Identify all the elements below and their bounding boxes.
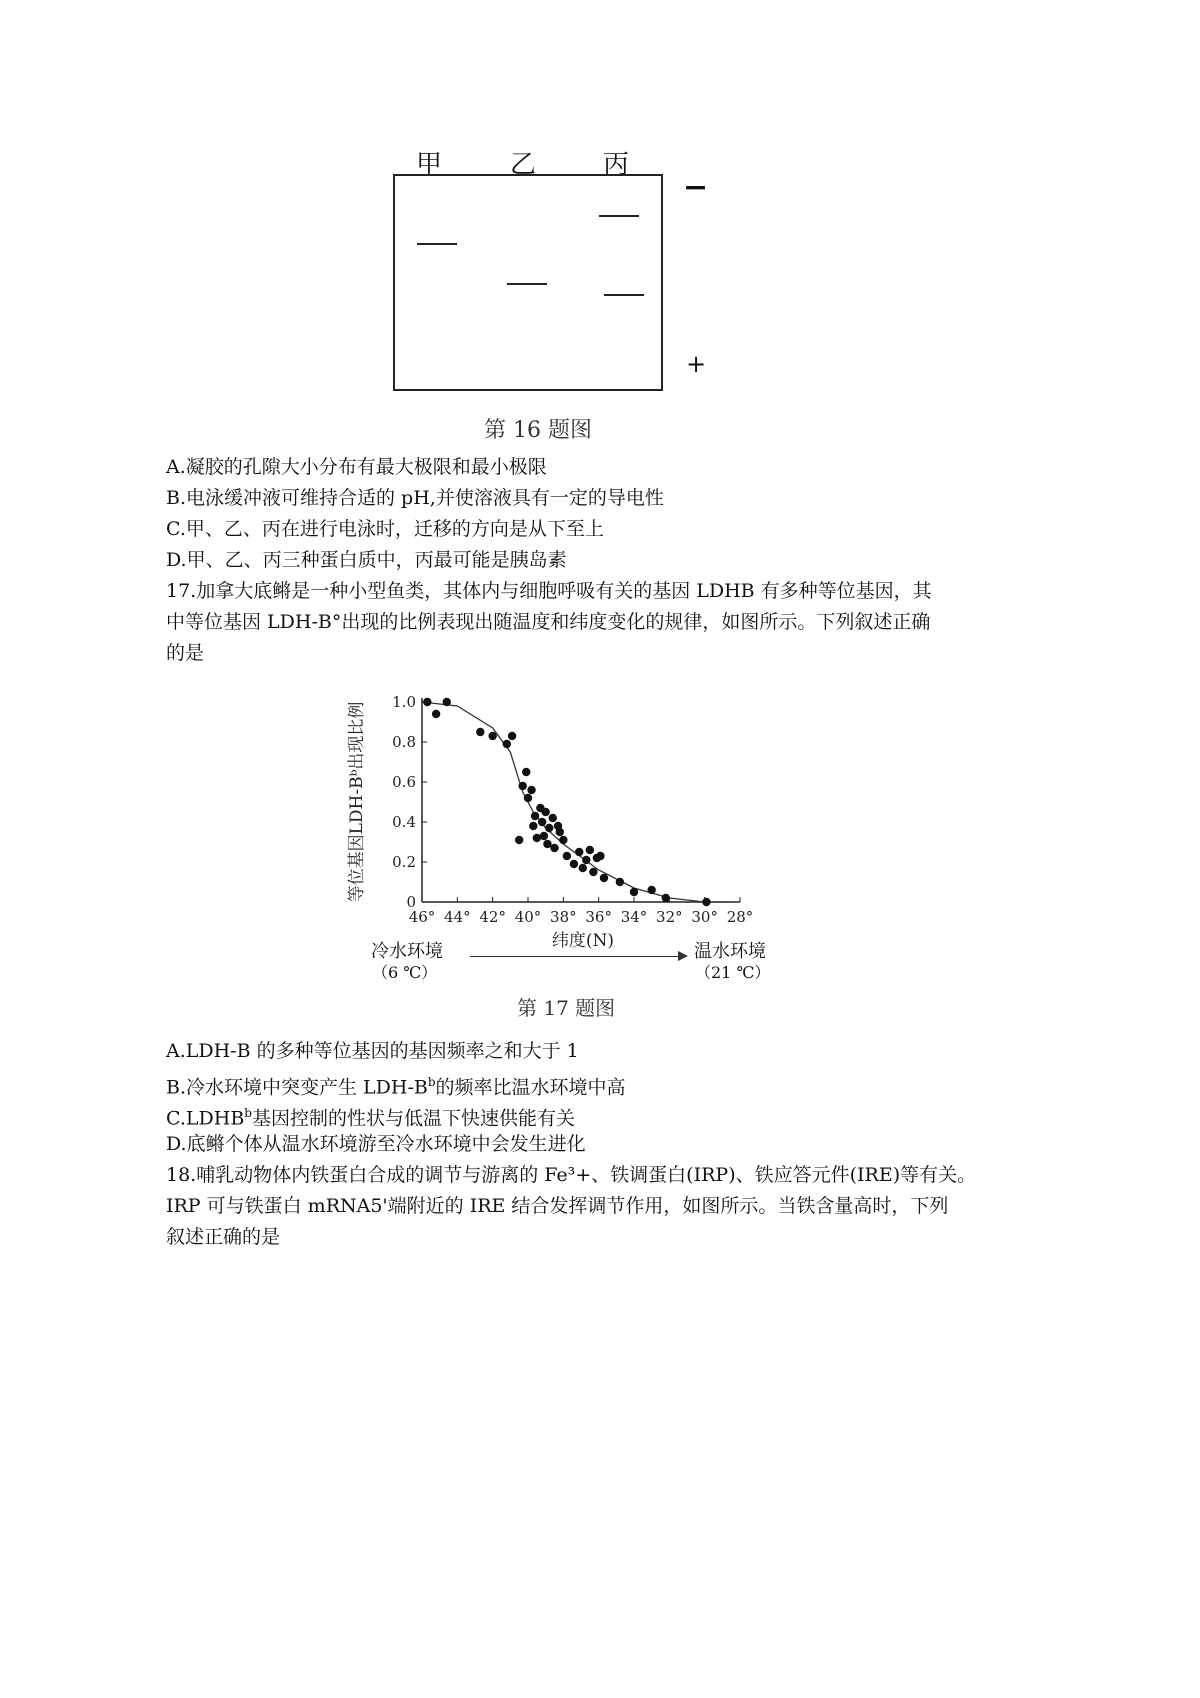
data-point	[476, 728, 484, 736]
x-tick-label: 30°	[691, 908, 718, 926]
data-point	[541, 808, 549, 816]
data-point	[423, 698, 431, 706]
q16-option-d: D.甲、乙、丙三种蛋白质中，丙最可能是胰岛素	[166, 549, 567, 571]
data-point	[616, 878, 624, 886]
data-point	[556, 828, 564, 836]
q17-stem-line-3: 的是	[166, 642, 205, 664]
q17-option-c-text-end: 基因控制的性状与低温下快速供能有关	[251, 1107, 575, 1130]
q17-option-c-text: C.LDHB	[166, 1107, 245, 1130]
x-tick-label: 36°	[585, 908, 612, 926]
fitted-curve	[422, 702, 731, 902]
q17-stem-line-1: 17.加拿大底鳉是一种小型鱼类，其体内与细胞呼吸有关的基因 LDHB 有多种等位基因，其	[166, 580, 932, 602]
fig17-caption: 第 17 题图	[517, 996, 616, 1020]
data-point	[589, 868, 597, 876]
data-point	[570, 860, 578, 868]
data-point	[543, 840, 551, 848]
fig16-caption: 第 16 题图	[484, 418, 592, 443]
data-point	[432, 710, 440, 718]
fig17-warm-label: 温水环境	[694, 941, 766, 962]
data-point	[600, 874, 608, 882]
x-tick-label: 44°	[444, 908, 471, 926]
y-axis-title: 等位基因LDH-Bᵇ出现比例	[347, 701, 367, 903]
data-point	[524, 794, 532, 802]
x-tick-label: 46°	[408, 908, 436, 926]
fig17-direction-arrow	[470, 956, 680, 957]
y-tick-label: 0.4	[392, 813, 416, 831]
data-point	[630, 888, 638, 896]
data-point	[527, 786, 535, 794]
x-tick-label: 38°	[550, 908, 577, 926]
fig17-cold-label: 冷水环境	[371, 941, 443, 962]
x-tick-label: 32°	[656, 908, 683, 926]
lane-label-yi: 乙	[510, 150, 538, 180]
data-point	[586, 846, 594, 854]
q17-option-a: A.LDH-B 的多种等位基因的基因频率之和大于 1	[166, 1040, 579, 1062]
positive-electrode-sign: +	[686, 350, 707, 378]
data-point	[540, 832, 548, 840]
data-point	[596, 852, 604, 860]
x-tick-label: 40°	[514, 908, 542, 926]
fig17-cold-temp: （6 ℃）	[372, 963, 438, 982]
data-point	[579, 864, 587, 872]
q17-option-b-text: B.冷水环境中突变产生 LDH-B	[166, 1076, 428, 1099]
q17-option-c-sup: b	[244, 1106, 252, 1120]
data-point	[575, 848, 583, 856]
data-point	[545, 824, 553, 832]
y-tick-label: 1.0	[392, 693, 416, 711]
q18-stem-line-3: 叙述正确的是	[166, 1226, 281, 1248]
data-point	[515, 836, 523, 844]
q16-option-a: A.凝胶的孔隙大小分布有最大极限和最小极限	[166, 456, 547, 478]
gel-band	[604, 294, 644, 296]
gel-band	[599, 215, 639, 217]
data-point	[531, 812, 539, 820]
q16-option-b: B.电泳缓冲液可维持合适的 pH,并使溶液具有一定的导电性	[166, 487, 664, 509]
data-point	[559, 836, 567, 844]
data-point	[503, 740, 511, 748]
x-tick-label: 42°	[479, 908, 506, 926]
data-point	[662, 894, 670, 902]
y-tick-label: 0.8	[392, 733, 416, 751]
fig17-warm-temp: （21 ℃）	[695, 963, 771, 982]
data-point	[702, 898, 710, 906]
q17-option-b-text-end: 的频率比温水环境中高	[435, 1076, 626, 1099]
q18-stem-line-2: IRP 可与铁蛋白 mRNA5'端附近的 IRE 结合发挥调节作用，如图所示。当铁含量高时，下列	[166, 1195, 949, 1217]
lane-label-jia: 甲	[416, 150, 444, 180]
data-point	[550, 844, 558, 852]
data-point	[488, 732, 496, 740]
q17-option-b-sup: b	[427, 1075, 436, 1089]
data-point	[538, 818, 546, 826]
data-point	[522, 768, 530, 776]
q18-stem-line-1: 18.哺乳动物体内铁蛋白合成的调节与游离的 Fe³+、铁调蛋白(IRP)、铁应答元件(IRE)等有关。	[166, 1164, 977, 1186]
data-point	[443, 698, 451, 706]
gel-band	[417, 243, 457, 245]
data-point	[563, 852, 571, 860]
lane-label-bing: 丙	[603, 150, 631, 180]
y-tick-label: 0	[406, 893, 416, 911]
data-point	[508, 732, 516, 740]
x-axis-title: 纬度(N)	[551, 931, 615, 951]
negative-electrode-sign: −	[683, 170, 709, 205]
x-tick-label: 28°	[726, 908, 754, 926]
fig17-chart	[330, 680, 780, 1040]
q17-stem-line-2: 中等位基因 LDH-B°出现的比例表现出随温度和纬度变化的规律，如图所示。下列叙述正确	[166, 611, 931, 633]
fig17-arrowhead	[678, 951, 688, 961]
y-tick-label: 0.2	[392, 853, 416, 871]
data-point	[519, 782, 527, 790]
data-point	[549, 814, 557, 822]
data-point	[533, 834, 541, 842]
q16-option-c: C.甲、乙、丙在进行电泳时，迁移的方向是从下至上	[166, 518, 604, 540]
y-tick-label: 0.6	[392, 773, 416, 791]
data-point	[529, 822, 537, 830]
gel-box	[393, 174, 663, 391]
q17-option-d: D.底鳉个体从温水环境游至冷水环境中会发生进化	[166, 1133, 586, 1155]
data-point	[582, 856, 590, 864]
data-point	[647, 886, 655, 894]
gel-band	[507, 283, 547, 285]
x-tick-label: 34°	[620, 908, 648, 926]
